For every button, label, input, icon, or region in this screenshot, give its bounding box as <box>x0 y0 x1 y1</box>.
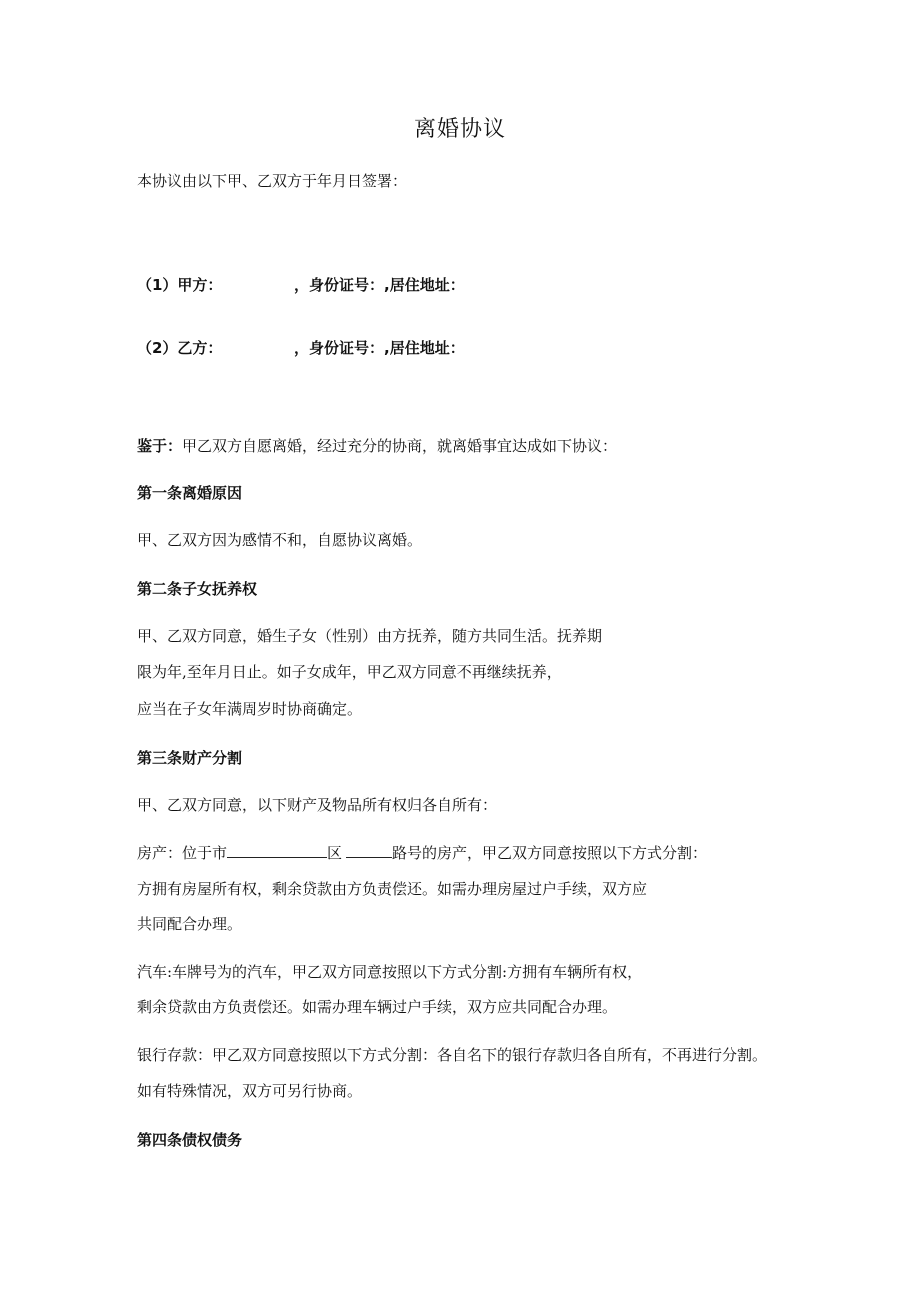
bank-line-1: 银行存款：甲乙双方同意按照以下方式分割：各自名下的银行存款归各自所有，不再进行分割。 <box>137 1046 768 1064</box>
party-b-fields: ，身份证号：,居住地址： <box>294 339 465 357</box>
article-3-heading: 第三条财产分割 <box>137 749 243 767</box>
whereas-text: 甲乙双方自愿离婚，经过充分的协商，就离婚事宜达成如下协议： <box>182 437 618 455</box>
whereas-label: 鉴于： <box>137 437 183 455</box>
car-line-1: 汽车:车牌号为的汽车，甲乙双方同意按照以下方式分割:方拥有车辆所有权， <box>137 963 643 981</box>
page-title: 离婚协议 <box>413 117 506 142</box>
party-a-line <box>137 275 465 295</box>
house-part-3: 路号的房产，甲乙双方同意按照以下方式分割： <box>392 844 708 862</box>
article-2-line-2: 限为年,至年月日止。如子女成年，甲乙双方同意不再继续抚养， <box>137 663 562 681</box>
intro-text: 本协议由以下甲、乙双方于年月日签署： <box>137 172 408 190</box>
house-district-blank <box>346 843 392 858</box>
article-1-line-1: 甲、乙双方因为感情不和，自愿协议离婚。 <box>137 531 423 549</box>
party-a-label: （1）甲方： <box>137 276 223 294</box>
house-line-1 <box>137 843 707 863</box>
article-2-heading: 第二条子女抚养权 <box>137 580 258 598</box>
article-4-heading: 第四条债权债务 <box>137 1131 243 1149</box>
bank-line-2: 如有特殊情况，双方可另行协商。 <box>137 1082 363 1100</box>
party-a-fields: ，身份证号：,居住地址： <box>294 276 465 294</box>
article-2-line-3: 应当在子女年满周岁时协商确定。 <box>137 700 363 718</box>
house-city-blank <box>227 843 327 858</box>
party-b-line <box>137 338 465 358</box>
article-1-heading: 第一条离婚原因 <box>137 484 243 502</box>
house-line-3: 共同配合办理。 <box>137 915 243 933</box>
article-3-intro: 甲、乙双方同意，以下财产及物品所有权归各自所有： <box>137 796 498 814</box>
house-line-2: 方拥有房屋所有权，剩余贷款由方负责偿还。如需办理房屋过户手续，双方应 <box>137 880 648 898</box>
car-line-2: 剩余贷款由方负责偿还。如需办理车辆过户手续，双方应共同配合办理。 <box>137 998 618 1016</box>
house-part-1: 房产：位于市 <box>137 844 228 862</box>
article-2-line-1: 甲、乙双方同意，婚生子女（性别）由方抚养，随方共同生活。抚养期 <box>137 627 603 645</box>
party-b-label: （2）乙方： <box>137 339 223 357</box>
whereas-line <box>137 436 617 456</box>
house-part-2: 区 <box>327 844 343 862</box>
